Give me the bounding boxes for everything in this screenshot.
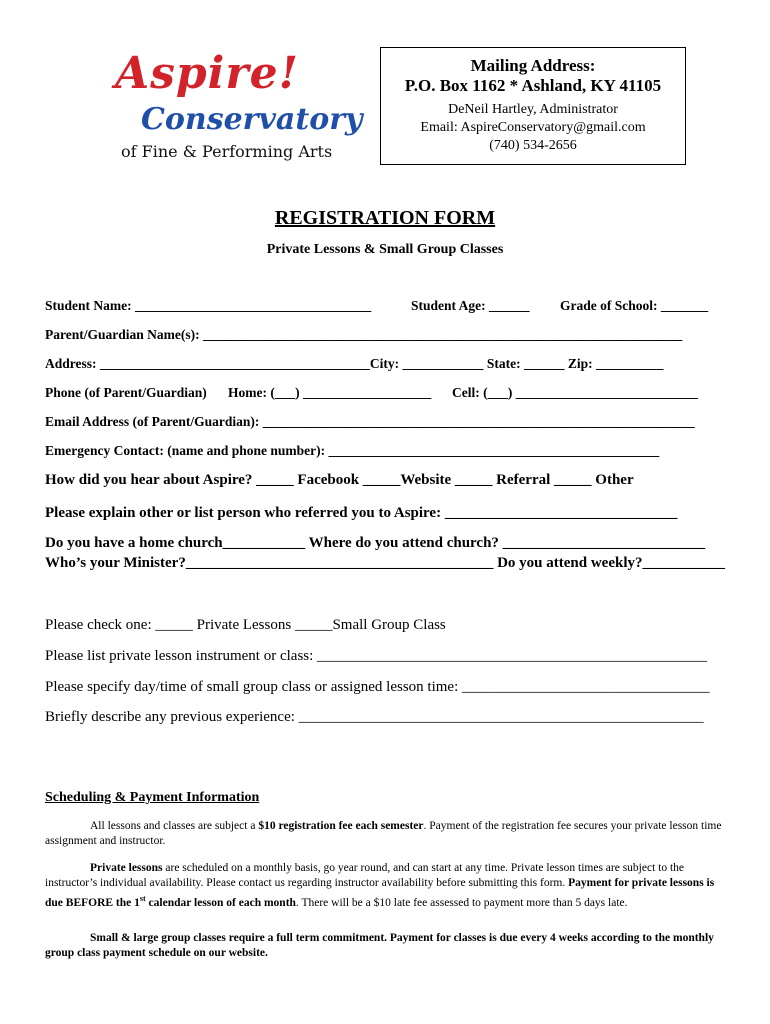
day-time-field[interactable]: Please specify day/time of small group class or assigned lesson time: _________________________________ [45,679,710,695]
administrator: DeNeil Hartley, Administrator [448,102,618,117]
mailing-address-box [380,47,686,165]
email-field[interactable]: Email Address (of Parent/Guardian): ________________________________________________________________ [45,414,695,429]
phone-label: Phone (of Parent/Guardian) [45,385,207,400]
mailing-heading: Mailing Address: [470,56,596,75]
private-lessons-paragraph: Private lessons are scheduled on a monthly basis, go year round, and can start at any time. Private lesson times are subject to the instructor’s individual availability. Please contact us regarding instructor availability before submitting this form. Payment for private lessons is due BEFORE the 1st calendar lesson of each month. There will be a $10 late fee assessed to payment more than 5 days late. [45,862,715,909]
referral-source-field[interactable]: How did you hear about Aspire? _____ Facebook _____Website _____ Referral _____ Other [45,472,634,488]
contact-phone: (740) 534-2656 [489,138,577,153]
registration-fee-paragraph: All lessons and classes are subject a $10 registration fee each semester. Payment of the registration fee secures your private lesson time assignment and instructor. [45,820,722,847]
mailing-address: P.O. Box 1162 * Ashland, KY 41105 [404,76,662,95]
instrument-field[interactable]: Please list private lesson instrument or class: ____________________________________________________ [45,648,708,664]
emergency-contact-field[interactable]: Emergency Contact: (name and phone number): _________________________________________________ [45,443,660,458]
group-classes-paragraph: Small & large group classes require a full term commitment. Payment for classes is due every 4 weeks according to the monthly group class payment schedule on our website. [45,932,714,959]
logo-tagline: of Fine & Performing Arts [121,142,333,161]
grade-field[interactable]: Grade of School: _______ [560,298,709,313]
aspire-logo [115,48,363,165]
church-field[interactable]: Do you have a home church___________ Where do you attend church? ___________________________ [45,535,706,551]
page-subtitle: Private Lessons & Small Group Classes [266,242,504,257]
student-name-field[interactable]: Student Name: ___________________________________ [45,298,372,313]
scheduling-heading: Scheduling & Payment Information [45,790,260,805]
address-field[interactable]: Address: ________________________________________City: ____________ State: ______ Zip: __________ [45,356,664,371]
student-age-field[interactable]: Student Age: ______ [411,298,530,313]
cell-phone-field[interactable]: Cell: (___) ___________________________ [452,385,698,400]
logo-conservatory-text: Conservatory [141,102,363,137]
lesson-type-check[interactable]: Please check one: _____ Private Lessons _____Small Group Class [45,617,446,633]
parent-name-field[interactable]: Parent/Guardian Name(s): _______________________________________________________________________ [45,327,683,342]
minister-field[interactable]: Who’s your Minister?_________________________________________ Do you attend weekly?___________ [45,555,725,571]
referral-explain-field[interactable]: Please explain other or list person who referred you to Aspire: _______________________________ [45,505,678,521]
contact-email: Email: AspireConservatory@gmail.com [420,120,646,135]
logo-aspire-text: Aspire! [115,48,299,99]
page-title: REGISTRATION FORM [274,207,496,229]
experience-field[interactable]: Briefly describe any previous experience: ______________________________________________________ [45,709,704,725]
home-phone-field[interactable]: Home: (___) ___________________ [228,385,432,400]
